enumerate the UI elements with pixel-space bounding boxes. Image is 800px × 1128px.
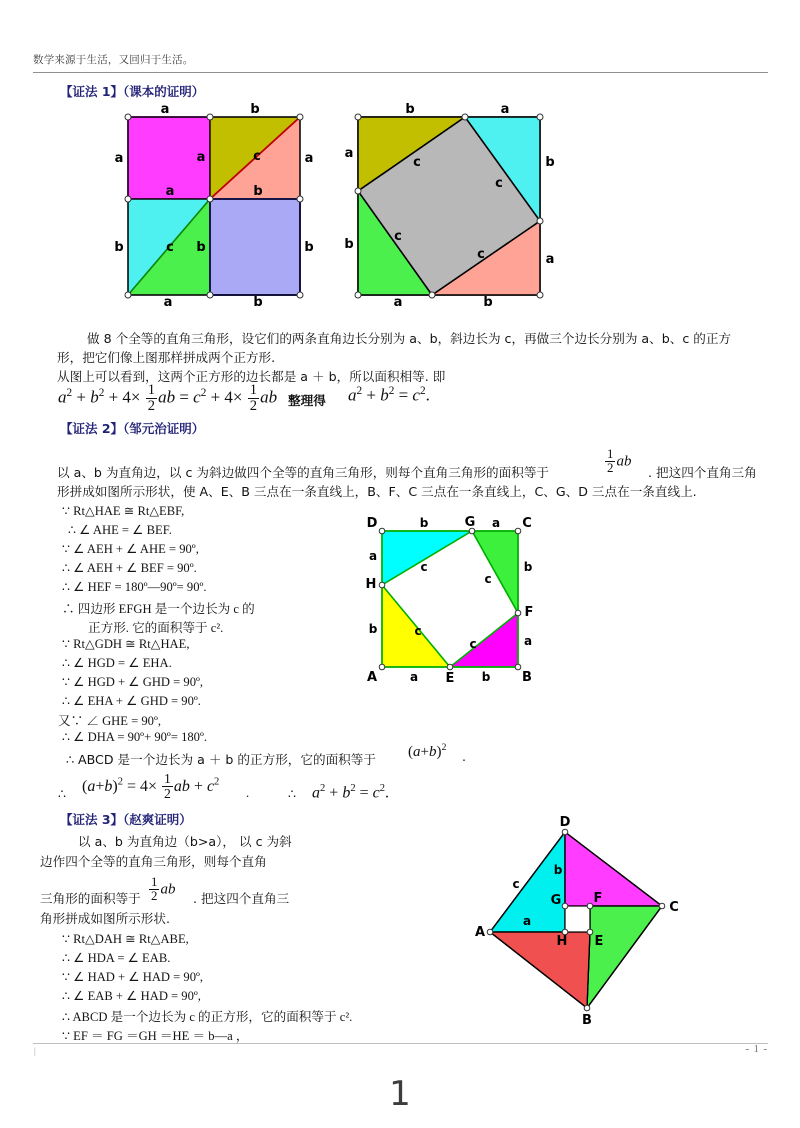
svg-text:a: a [196, 150, 206, 165]
svg-text:D: D [366, 516, 378, 531]
svg-text:b: b [304, 240, 314, 255]
proof3-step-5: ∵ EF ＝ FG ＝GH ＝HE ＝ b—a ， [62, 1029, 249, 1043]
header-divider [33, 72, 768, 73]
svg-text:c: c [477, 247, 485, 262]
svg-text:c: c [495, 176, 503, 191]
proof3-line1: 以 a、b 为直角边（b>a）， 以 c 为斜 [78, 834, 292, 849]
svg-text:B: B [582, 1013, 592, 1028]
svg-text:b: b [344, 237, 354, 252]
proof2-step-7: ∵ Rt△GDH ≅ Rt△HAE, [62, 637, 190, 651]
proof2-therefore-left: ∴ [58, 787, 67, 801]
svg-text:b: b [253, 295, 263, 308]
svg-text:H: H [556, 934, 568, 949]
proof2-step-12: ∴ ∠ DHA = 90º+ 90º= 180º. [62, 730, 208, 744]
proof3-heading: 【证法 3】（赵爽证明） [60, 812, 192, 827]
proof2-conclusion: ∴ ABCD 是一个边长为 a ＋ b 的正方形，它的面积等于 [66, 752, 376, 767]
svg-text:b: b [483, 295, 493, 308]
proof2-final-equation-left: $(a+b)^2 = 4\times$ $\frac{1}{2}$ ab + $c^2$ [82, 771, 220, 802]
svg-text:D: D [559, 815, 571, 830]
proof2-step-9: ∵ ∠ HGD + ∠ GHD = 90º, [62, 675, 204, 689]
svg-text:a: a [409, 670, 419, 684]
svg-text:c: c [166, 240, 174, 255]
svg-text:c: c [469, 637, 477, 651]
proof2-step-1: ∴ ∠ AHE = ∠ BEF. [68, 523, 172, 537]
svg-text:a: a [344, 146, 354, 161]
svg-text:c: c [484, 572, 492, 586]
proof2-line2: 形拼成如图所示形状，使 A、E、B 三点在一条直线上，B、F、C 三点在一条直线上，C、G、D 三点在一条直线上. [57, 484, 697, 499]
svg-text:a: a [165, 184, 175, 199]
svg-text:b: b [545, 155, 555, 170]
svg-text:a: a [523, 634, 533, 648]
svg-text:a: a [393, 295, 403, 308]
proof2-conclusion-dot: . [462, 749, 467, 764]
svg-text:c: c [420, 560, 428, 574]
svg-text:a: a [160, 103, 170, 117]
footer-left-mark: | [34, 1046, 36, 1056]
proof2-line1a: 以 a、b 为直角边，以 c 为斜边做四个全等的直角三角形，则每个直角三角形的面积等于 [57, 465, 550, 480]
svg-text:B: B [522, 670, 532, 685]
proof3-step-4: ∴ ABCD 是一个边长为 c 的正方形，它的面积等于 c². [62, 1010, 353, 1024]
svg-text:c: c [512, 877, 520, 891]
svg-text:F: F [524, 605, 534, 620]
svg-text:G: G [464, 515, 476, 530]
svg-text:b: b [250, 103, 260, 117]
proof3-line2: 边作四个全等的直角三角形，则每个直角 [40, 854, 267, 869]
svg-text:c: c [414, 624, 422, 638]
svg-text:c: c [253, 149, 261, 164]
proof3-step-3: ∴ ∠ EAB + ∠ HAD = 90º, [62, 989, 201, 1003]
svg-text:a: a [500, 103, 510, 117]
svg-text:A: A [474, 925, 486, 940]
svg-text:b: b [553, 863, 563, 877]
page-number-large: 1 [389, 1074, 411, 1114]
proof1-line2: 形，把它们像上图那样拼成两个正方形. [57, 350, 276, 365]
svg-text:a: a [368, 549, 378, 563]
svg-text:F: F [593, 891, 603, 906]
figure-textbook-proof [110, 103, 560, 308]
svg-text:b: b [114, 240, 124, 255]
figure-zhaoshuang-proof [462, 812, 682, 1034]
svg-text:a: a [522, 914, 532, 928]
svg-text:G: G [550, 893, 562, 908]
svg-text:c: c [394, 229, 402, 244]
svg-text:b: b [196, 240, 206, 255]
svg-text:b: b [405, 103, 415, 117]
proof2-final-dot: . [246, 786, 250, 800]
svg-text:E: E [594, 934, 604, 949]
proof2-step-2: ∵ ∠ AEH + ∠ AHE = 90º, [62, 542, 199, 556]
svg-text:a: a [304, 151, 314, 166]
svg-text:H: H [365, 577, 377, 592]
proof1-line3: 从图上可以看到，这两个正方形的边长都是 a ＋ b，所以面积相等. 即 [57, 369, 446, 384]
proof2-step-3: ∴ ∠ AEH + ∠ BEF = 90º. [62, 561, 197, 575]
svg-text:b: b [419, 516, 429, 530]
proof2-step-6: 正方形. 它的面积等于 c². [88, 621, 224, 635]
svg-text:b: b [481, 670, 491, 684]
proof2-line1-fraction: $\frac{1}{2}$ ab [607, 447, 632, 476]
proof2-line1b: . 把这四个直角三角 [648, 465, 757, 480]
svg-text:a: a [491, 516, 501, 530]
proof2-step-4: ∴ ∠ HEF = 180º—90º= 90º. [62, 580, 207, 594]
proof2-therefore-right: ∴ [288, 787, 297, 801]
proof3-line3a: 三角形的面积等于 [40, 891, 141, 906]
proof2-step-8: ∴ ∠ HGD = ∠ EHA. [62, 656, 172, 670]
proof3-step-1: ∴ ∠ HDA = ∠ EAB. [62, 951, 171, 965]
proof1-equation-connector: 整理得 [288, 393, 326, 408]
proof1-equation-right: $a^2 + b^2 = c^2$. [348, 385, 430, 405]
proof3-step-0: ∵ Rt△DAH ≅ Rt△ABE, [62, 932, 189, 946]
header-note: 数学来源于生活，又回归于生活。 [33, 54, 194, 66]
svg-text:b: b [253, 184, 263, 199]
proof3-line3b: . 把这四个直角三 [193, 891, 290, 906]
proof3-step-2: ∵ ∠ HAD + ∠ HAD = 90º, [62, 970, 204, 984]
figure-zouyuanzhi-proof [360, 515, 540, 695]
svg-text:A: A [366, 670, 378, 685]
svg-text:a: a [163, 295, 173, 308]
footer-divider [33, 1043, 768, 1044]
proof3-line4: 角形拼成如图所示形状. [40, 911, 170, 926]
svg-text:c: c [413, 155, 421, 170]
svg-text:C: C [522, 516, 532, 531]
svg-text:b: b [523, 560, 533, 574]
proof1-line1: 做 8 个全等的直角三角形，设它们的两条直角边长分别为 a、b，斜边长为 c，再做三个边长分别为 a、b、c 的正方 [87, 331, 732, 346]
svg-text:E: E [445, 671, 455, 686]
proof2-step-0: ∵ Rt△HAE ≅ Rt△EBF, [62, 504, 185, 518]
proof2-step-5: ∴ 四边形 EFGH 是一个边长为 c 的 [62, 602, 255, 616]
proof3-line3-fraction: $\frac{1}{2}$ ab [151, 875, 176, 904]
proof2-step-11: 又∵ ∠ GHE = 90º, [58, 714, 162, 728]
footer-page-label: - 1 - [745, 1044, 768, 1055]
proof2-step-10: ∴ ∠ EHA + ∠ GHD = 90º. [62, 694, 201, 708]
svg-text:a: a [545, 252, 555, 267]
proof1-equation-left: $a^2 + b^2 + 4\times$ $\frac{1}{2}$ ab = $c^2 + 4\times$ $\frac{1}{2}$ ab [58, 382, 278, 415]
proof1-heading: 【证法 1】（课本的证明） [60, 84, 205, 99]
proof2-final-equation-right: $a^2 + b^2 = c^2$. [312, 783, 390, 802]
svg-text:C: C [669, 900, 679, 915]
svg-text:a: a [114, 151, 124, 166]
svg-text:b: b [368, 622, 378, 636]
proof2-conclusion-square: $(a+b)^2$ [408, 742, 447, 760]
proof2-heading: 【证法 2】（邹元治证明） [60, 421, 205, 436]
